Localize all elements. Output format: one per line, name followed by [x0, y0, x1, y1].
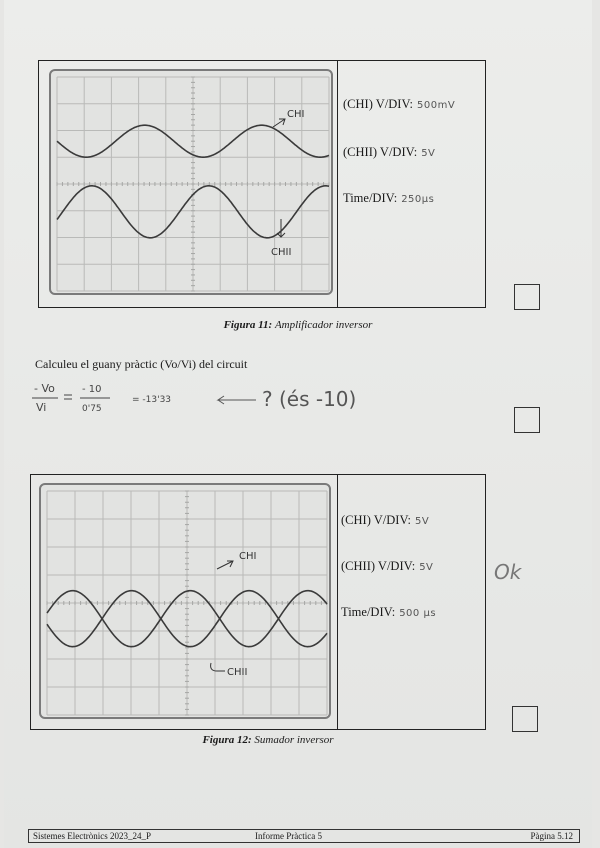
- fig11-time-label: Time/DIV:: [343, 191, 398, 205]
- oscilloscope-screen-fig11: [49, 69, 333, 295]
- fig11-ch2-value: 5V: [421, 148, 436, 159]
- fig12-ch1-vdiv: [341, 513, 429, 528]
- figure-11-divider: [337, 61, 338, 307]
- figure-11-frame: [38, 60, 486, 308]
- fig12-time-value: 500 μs: [399, 608, 437, 619]
- question-text: Calculeu el guany pràctic (Vo/Vi) del circuit: [35, 357, 248, 371]
- fig11-ch2-label: (CHII) V/DIV:: [343, 145, 418, 159]
- document-page: [4, 0, 592, 848]
- hand-arrow-icon: [218, 396, 256, 404]
- page-footer: [28, 829, 580, 843]
- fig12-ch2-label: (CHII) V/DIV:: [341, 559, 416, 573]
- figure-11-caption: [4, 319, 592, 331]
- fig11-caption-label: Figura 11:: [223, 319, 273, 331]
- fig12-ch1-value: 5V: [415, 516, 430, 527]
- figure-12-frame: [30, 474, 486, 730]
- checkbox-question[interactable]: [514, 407, 540, 433]
- fig12-caption-label: Figura 12:: [202, 734, 252, 746]
- figure-12-caption: [0, 734, 562, 746]
- ch2-annotation: CHII: [227, 667, 248, 678]
- ch1-annotation: CHI: [239, 551, 257, 562]
- fig12-time-div: [341, 605, 436, 620]
- fig11-ch1-vdiv: [343, 97, 455, 112]
- fig12-time-label: Time/DIV:: [341, 605, 396, 619]
- ch2-annotation: CHII: [271, 247, 292, 258]
- handwritten-answer: [28, 378, 468, 428]
- margin-note-ok: Ok: [494, 560, 522, 584]
- fig12-ch2-value: 5V: [419, 562, 434, 573]
- hand-formula-right-num: - 10: [82, 384, 102, 395]
- checkbox-figure-12[interactable]: [512, 706, 538, 732]
- ch1-arrow-icon: [217, 561, 233, 569]
- hand-formula-left-den: Vi: [36, 401, 47, 414]
- fig11-time-value: 250μs: [401, 194, 435, 205]
- hand-result: = -13'33: [132, 395, 172, 405]
- hand-formula-left-num: - Vo: [34, 382, 55, 395]
- fig11-ch1-label: (CHI) V/DIV:: [343, 97, 414, 111]
- hand-formula-right-den: 0'75: [82, 404, 102, 414]
- footer-course: Sistemes Electrònics 2023_24_P: [33, 831, 151, 841]
- oscilloscope-screen-fig12: [39, 483, 331, 719]
- ch1-annotation: CHI: [287, 109, 305, 120]
- fig11-ch2-vdiv: [343, 145, 435, 160]
- scope-12-plot: [41, 485, 331, 719]
- checkbox-figure-11[interactable]: [514, 284, 540, 310]
- fig12-ch2-vdiv: [341, 559, 433, 574]
- fig11-caption-title: Amplificador inversor: [274, 319, 373, 331]
- fig11-time-div: [343, 191, 434, 206]
- scope-11-plot: [51, 71, 333, 295]
- fig12-ch1-label: (CHI) V/DIV:: [341, 513, 412, 527]
- footer-page: Pàgina 5.12: [530, 831, 573, 841]
- ch2-arrow-icon: [211, 663, 225, 671]
- fig11-ch1-value: 500mV: [417, 100, 456, 111]
- hand-comment: ? (és -10): [262, 387, 357, 411]
- figure-12-divider: [337, 475, 338, 729]
- fig12-caption-title: Sumador inversor: [254, 734, 334, 746]
- footer-report: Informe Pràctica 5: [255, 831, 322, 841]
